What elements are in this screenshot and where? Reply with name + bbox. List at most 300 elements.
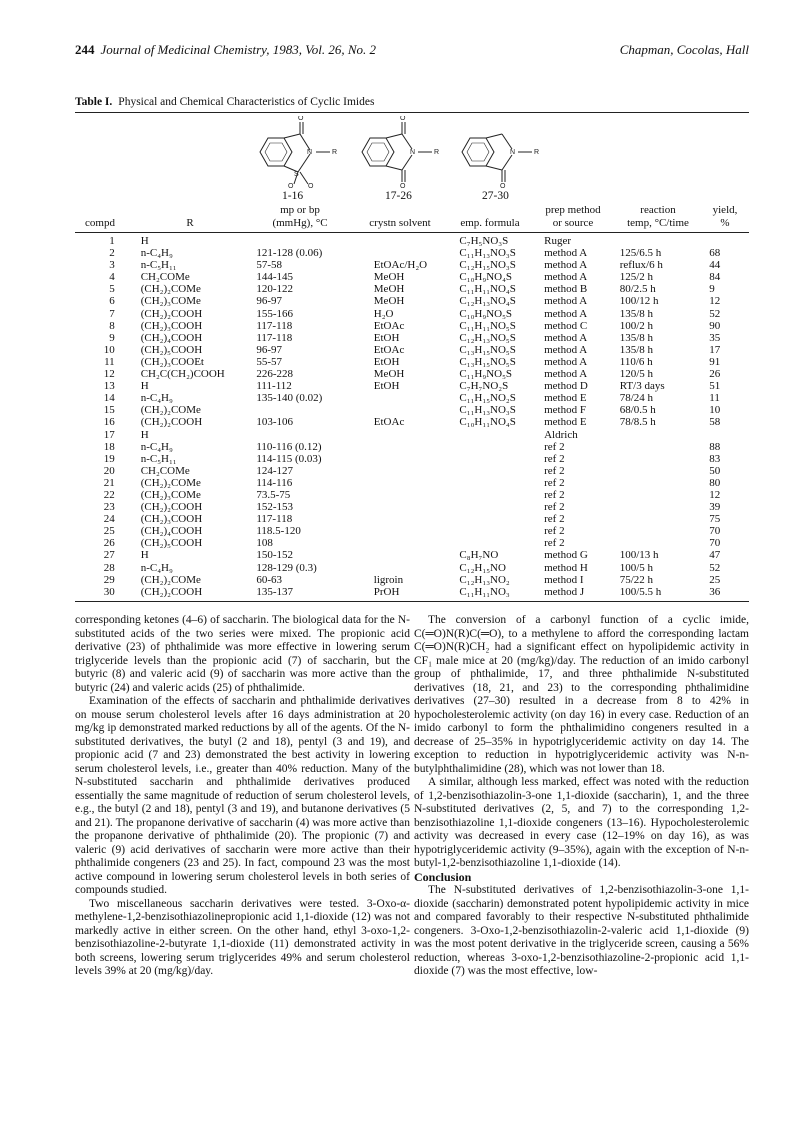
yield-cell: 80 [709, 476, 721, 489]
yield-cell: 58 [709, 416, 721, 429]
svg-text:R: R [434, 149, 440, 156]
compd-cell: 16 [103, 416, 115, 429]
solvent-cell: PrOH [373, 585, 400, 598]
solvent-cell: EtOAc [373, 416, 405, 429]
mp-cell: 110-116 (0.12) [256, 440, 322, 453]
method-cell: method A [544, 271, 588, 284]
method-cell: method A [544, 307, 588, 320]
yield-cell: 10 [709, 404, 721, 417]
compd-cell: 12 [103, 368, 115, 381]
compd-cell: 20 [103, 464, 115, 477]
paragraph: Two miscellaneous saccharin derivatives were tested. 3-Oxo-α-methylene-1,2-benzisothiazolinepropionic acid 1,1-dioxide (12) was not markedly active in either screen. On the other hand, ethyl 3-oxo-1,2-benzisothiazoline-2-butyrate 1,1-dioxide (11) demonstrated activity in both screens, lowering serum triglycerides 49% and serum cholesterol levels 39% at 20 (mg/kg)/day. [75, 897, 410, 977]
solvent-cell: EtOAc [373, 319, 405, 332]
yield-cell: 52 [709, 307, 721, 320]
formula-cell: C₁₁H₁₁NO₅S [459, 319, 516, 332]
temp-cell [620, 513, 710, 525]
formula-cell: C₁₀H₉NO₅S [459, 307, 513, 320]
substituent-cell: (CH₂)₂COOH [140, 416, 203, 429]
paragraph: The N-substituted derivatives of 1,2-benzisothiazolin-3-one 1,1-dioxide (saccharin) demonstrated potent hypolipidemic activity in mice and compared favorably to their respective N-substituted phthalimide congeners. 3-Oxo-1,2-benzisothiazolin-2-valeric acid 1,1-dioxide (9) was the most potent derivative in the triglyceride screen, causing a 56% reduction, whereas 3-oxo-1,2-benzisothiazoline-2-propionic acid 1,1-dioxide (7) was the most effective, low- [414, 884, 749, 977]
substituent-cell: (CH₂)₅COOH [140, 537, 203, 550]
compd-cell: 2 [109, 247, 115, 260]
method-cell: method A [544, 355, 588, 368]
journal-citation: Journal of Medicinal Chemistry, 1983, Vol. 26, No. 2 [100, 42, 377, 57]
yield-cell: 35 [709, 331, 721, 344]
method-cell: method H [544, 561, 588, 574]
table-row [75, 586, 749, 598]
substituent-cell: n-C₄H₉ [140, 561, 173, 574]
svg-text:N: N [307, 149, 313, 156]
svg-text:O: O [400, 116, 406, 122]
svg-text:O: O [298, 116, 304, 122]
phthalimidine-structure [462, 134, 539, 188]
substituent-cell: (CH₂)₂COMe [140, 404, 201, 417]
method-cell: Ruger [544, 235, 571, 247]
table-row [75, 562, 749, 574]
table-row [75, 320, 749, 332]
formula-cell [459, 441, 544, 453]
formula-cell: C₇H₅NO₃S [459, 235, 509, 247]
yield-cell: 84 [709, 271, 721, 284]
substituent-cell: n-C₄H₉ [140, 392, 173, 405]
mp-cell [256, 235, 373, 247]
formula-cell [459, 489, 544, 501]
yield-cell: 88 [709, 440, 721, 453]
substituent-cell: H [140, 549, 149, 562]
temp-cell: 135/8 h [619, 343, 654, 356]
table-row [75, 235, 749, 247]
paragraph: corresponding ketones (4–6) of saccharin. The biological data for the N-substituted acids of the two series were mixed. The propionic acid derivative (23) of phthalimide was more effective in lowering serum triglyceride levels than the propionic acid (7) of saccharin, but the butyric (8) and valeric acid (9) of saccharin was more active than the butyric (24) and valeric acids (25) of phthalimide. [75, 614, 410, 694]
substituent-cell: (CH₂)₂COOH [140, 307, 203, 320]
mp-cell: 124-127 [256, 464, 294, 477]
compd-cell: 14 [103, 392, 115, 405]
yield-cell: 9 [709, 283, 715, 296]
temp-cell [620, 429, 710, 441]
yield-cell: 25 [709, 573, 721, 586]
substituent-cell: (CH₂)₂COMe [140, 476, 201, 489]
temp-cell [620, 465, 710, 477]
method-cell: method A [544, 259, 588, 272]
method-cell: ref 2 [544, 525, 565, 538]
temp-cell: 125/2 h [619, 271, 654, 284]
compd-cell: 24 [103, 513, 115, 526]
formula-cell: C₈H₇NO [459, 549, 499, 562]
compd-cell: 18 [103, 440, 115, 453]
substituent-cell: CH₂COMe [140, 464, 190, 477]
method-cell: method A [544, 368, 588, 381]
temp-cell: 135/8 h [619, 331, 654, 344]
formula-cell [459, 465, 544, 477]
mp-cell: 73.5-75 [256, 488, 291, 501]
col-header-temp: reaction temp, °C/time [627, 204, 689, 229]
yield-cell: 47 [709, 549, 721, 562]
temp-cell: 110/6 h [619, 355, 653, 368]
table-row [75, 259, 749, 271]
author-names: Chapman, Cocolas, Hall [619, 42, 749, 57]
solvent-cell: EtOH [373, 380, 400, 393]
formula-cell: C₁₁H₁₃NO₃S [459, 247, 516, 260]
solvent-cell [374, 235, 460, 247]
temp-cell [620, 441, 710, 453]
yield-cell: 91 [709, 355, 721, 368]
temp-cell: RT/3 days [619, 380, 665, 393]
formula-cell [459, 537, 544, 549]
formula-cell: C₁₂H₁₅NO [459, 561, 506, 574]
mp-cell: 155-166 [256, 307, 294, 320]
formula-cell [459, 525, 544, 537]
compd-cell: 8 [109, 319, 115, 332]
substituent-cell: (CH₂)₂COOH [140, 585, 203, 598]
temp-cell [620, 537, 710, 549]
method-cell: method B [544, 283, 588, 296]
solvent-cell: MeOH [373, 368, 405, 381]
solvent-cell: EtOAc/H₂O [373, 259, 428, 272]
temp-cell [620, 489, 710, 501]
formula-cell: C₇H₇NO₂S [459, 380, 509, 393]
temp-cell: 75/22 h [619, 573, 654, 586]
table-row [75, 392, 749, 404]
yield-cell [709, 429, 749, 441]
table-bottom-rule [75, 601, 749, 602]
yield-cell: 50 [709, 464, 721, 477]
method-cell: method A [544, 331, 588, 344]
col-header-compd: compd [85, 217, 115, 229]
formula-cell: C₁₃H₁₅NO₅S [459, 355, 516, 368]
formula-cell: C₁₁H₁₁NO₄S [459, 283, 516, 296]
method-cell: method E [544, 416, 587, 429]
substituent-cell: (CH₂)₃COOH [140, 319, 203, 332]
solvent-cell [374, 489, 460, 501]
yield-cell: 52 [709, 561, 721, 574]
method-cell: method J [544, 585, 585, 598]
substituent-cell: (CH₂)₂COMe [140, 283, 201, 296]
yield-cell: 51 [709, 380, 721, 393]
temp-cell: 68/0.5 h [619, 404, 656, 417]
solvent-cell [374, 392, 460, 404]
substituent-cell: (CH₂)₂COOH [140, 501, 203, 514]
substituent-cell: (CH₂)₄COOH [140, 525, 203, 538]
table-row [75, 549, 749, 561]
temp-cell [620, 501, 710, 513]
col-header-mp: mp or bp (mmHg), °C [272, 204, 328, 229]
svg-text:O: O [288, 183, 294, 188]
solvent-cell: MeOH [373, 283, 405, 296]
solvent-cell [374, 429, 460, 441]
solvent-cell [374, 247, 460, 259]
compd-cell: 9 [109, 331, 115, 344]
mp-cell: 111-112 [256, 380, 292, 393]
substituent-cell: (CH₂)₅COOH [140, 343, 203, 356]
table-row [75, 283, 749, 295]
table-title: Physical and Chemical Characteristics of Cyclic Imides [118, 96, 375, 108]
mp-cell: 96-97 [256, 295, 283, 308]
substituent-cell: (CH₂)₄COOH [140, 331, 203, 344]
table-row [75, 453, 749, 465]
temp-cell: 100/12 h [619, 295, 659, 308]
method-cell: method D [544, 380, 588, 393]
temp-cell: 100/5.5 h [619, 585, 662, 598]
formula-cell: C₁₁H₁₅NO₂S [459, 392, 516, 405]
compd-cell: 30 [103, 585, 115, 598]
solvent-cell [374, 477, 460, 489]
section-heading: Conclusion [414, 869, 472, 884]
mp-cell: 117-118 [256, 319, 293, 332]
compd-cell: 23 [103, 501, 115, 514]
method-cell: ref 2 [544, 488, 565, 501]
col-header-r: R [186, 217, 194, 229]
formula-cell: C₁₁H₁₁NO₃ [459, 585, 510, 598]
temp-cell: 100/5 h [619, 561, 654, 574]
mp-cell: 128-129 (0.3) [256, 561, 317, 574]
table-row [75, 380, 749, 392]
yield-cell: 68 [709, 247, 721, 260]
left-text-column [75, 614, 410, 979]
mp-cell: 118.5-120 [256, 525, 301, 538]
yield-cell: 39 [709, 501, 721, 514]
method-cell: ref 2 [544, 452, 565, 465]
compd-cell: 17 [103, 428, 115, 441]
solvent-cell [374, 465, 460, 477]
table-row [75, 574, 749, 586]
yield-cell [709, 235, 749, 247]
table-row [75, 537, 749, 549]
formula-cell: C₁₀H₉NO₄S [459, 271, 513, 284]
mp-cell: 96-97 [256, 343, 283, 356]
formula-cell: C₁₂H₁₅NO₃S [459, 259, 516, 272]
solvent-cell [374, 537, 460, 549]
compd-cell: 27 [103, 549, 115, 562]
yield-cell: 17 [709, 343, 721, 356]
solvent-cell [374, 549, 460, 561]
table-row [75, 368, 749, 380]
table-body [75, 235, 749, 598]
substituent-cell: H [140, 235, 149, 247]
formula-cell [459, 453, 544, 465]
temp-cell [620, 525, 710, 537]
solvent-cell [374, 453, 460, 465]
compd-cell: 28 [103, 561, 115, 574]
table-caption [75, 96, 374, 108]
svg-text:R: R [534, 149, 540, 156]
right-text-column [414, 614, 749, 979]
mp-cell: 226-228 [256, 368, 294, 381]
substituent-cell: n-C₄H₉ [140, 440, 173, 453]
temp-cell: 78/8.5 h [619, 416, 656, 429]
method-cell: ref 2 [544, 537, 565, 550]
table-row [75, 295, 749, 307]
col-header-yield: yield, % [712, 204, 738, 229]
compd-cell: 13 [103, 380, 115, 393]
mp-cell: 114-115 (0.03) [256, 452, 322, 465]
substituent-cell: H [140, 428, 149, 441]
table-row [75, 416, 749, 428]
paragraph: Examination of the effects of saccharin and phthalimide derivatives on mouse serum cholesterol levels after 16 days administration at 20 mg/kg ip demonstrated marked reductions by all of the agents. Of the N-substituted derivatives, the butyl (2 and 18), pentyl (3 and 19), and propionic acid (7 and 23) demonstrated the best activity in lowering serum cholesterol levels, i.e., greater than 40% reduction. Many of the N-substituted saccharin and phthalimide derivatives produced essentially the same magnitude of reduction of serum cholesterol levels, e.g., the butyl (2 and 18), pentyl (3 and 19), and butanone derivatives (5 and 21). The propanone derivative of saccharin (4) was more active than the propanone derivative of phthalimide (20). The propionic (7) and valeric (9) acid derivatives of saccharin were more active than their phthalimide congeners (23 and 25). In fact, compound 23 was the most active compound in lowering serum cholesterol levels in both series of compounds studied. [75, 695, 410, 896]
mp-cell: 135-140 (0.02) [256, 392, 323, 405]
yield-cell: 11 [709, 392, 720, 405]
svg-text:R: R [332, 149, 338, 156]
temp-cell: 100/13 h [619, 549, 659, 562]
table-row [75, 271, 749, 283]
mp-cell: 55-57 [256, 355, 283, 368]
formula-cell [459, 501, 544, 513]
substituent-cell: n-C₅H₁₁ [140, 452, 177, 465]
yield-cell: 70 [709, 525, 721, 538]
formula-cell: C₁₂H₁₃NO₂ [459, 573, 510, 586]
structure-label-1: 1-16 [282, 190, 304, 202]
table-row [75, 429, 749, 441]
paragraph: The conversion of a carbonyl function of a cyclic imide, C(═O)N(R)C(═O), to a methylene to afford the corresponding lactam C(═O)N(R)CH₂ had a significant effect on hypolipidemic activity in CF₁ male mice at 20 (mg/kg)/day. The reduction of an imido carbonyl group of phthalimide, 17, and three phthalimide N-substituted derivatives (18, 21, and 23) to the corresponding phthalimidine derivatives (27–30) resulted in a decrease from 8 to 42% in hypocholesterolemic activity (on day 16) in every case. Reduction of an imido carbonyl to form the phthalimidino congeners resulted in a decrease of 25–35% in hypotriglyceridemic activity on day 14. The exception to reduction in hypotriglyceridemic activity was N-n-butylphthalimidine (28), which was not lower than 18. [414, 614, 749, 775]
temp-cell [620, 453, 710, 465]
method-cell: method E [544, 392, 587, 405]
yield-cell: 70 [709, 537, 721, 550]
method-cell: method A [544, 343, 588, 356]
method-cell: ref 2 [544, 440, 565, 453]
solvent-cell: MeOH [373, 271, 405, 284]
method-cell: ref 2 [544, 501, 565, 514]
solvent-cell: EtOH [373, 331, 400, 344]
svg-text:O: O [500, 183, 506, 188]
structure-label-3: 27-30 [482, 190, 509, 202]
substituent-cell: (CH₂)₃COOH [140, 513, 203, 526]
mp-cell: 114-116 [256, 476, 293, 489]
formula-cell: C₁₂H₁₃NO₅S [459, 331, 516, 344]
temp-cell: 135/8 h [619, 307, 654, 320]
table-row [75, 525, 749, 537]
temp-cell: 125/6.5 h [619, 247, 662, 260]
mp-cell: 152-153 [256, 501, 294, 514]
compd-cell: 11 [104, 355, 115, 368]
svg-text:N: N [510, 149, 516, 156]
compd-cell: 26 [103, 537, 115, 550]
substituent-cell: (CH₂)₃COOEt [140, 355, 204, 368]
table-row [75, 441, 749, 453]
solvent-cell: EtOAc [373, 343, 405, 356]
saccharin-structure [260, 116, 337, 188]
table-row [75, 465, 749, 477]
formula-cell: C₁₂H₁₃NO₄S [459, 295, 516, 308]
yield-cell: 83 [709, 452, 721, 465]
svg-text:O: O [308, 183, 314, 188]
running-header [75, 42, 749, 60]
table-row [75, 477, 749, 489]
svg-text:O: O [400, 183, 406, 188]
solvent-cell [374, 441, 460, 453]
mp-cell: 135-137 [256, 585, 294, 598]
yield-cell: 26 [709, 368, 721, 381]
compd-cell: 7 [109, 307, 115, 320]
solvent-cell: MeOH [373, 295, 405, 308]
temp-cell: reflux/6 h [619, 259, 663, 272]
table-row [75, 501, 749, 513]
formula-cell [459, 477, 544, 489]
method-cell: method A [544, 247, 588, 260]
method-cell: method I [544, 573, 584, 586]
mp-cell: 117-118 [256, 513, 293, 526]
solvent-cell [374, 404, 460, 416]
yield-cell: 44 [709, 259, 721, 272]
compd-cell: 22 [103, 488, 115, 501]
table-label: Table I. [75, 96, 113, 108]
table-row [75, 489, 749, 501]
yield-cell: 12 [709, 488, 721, 501]
solvent-cell: ligroin [373, 573, 404, 586]
compd-cell: 19 [103, 452, 115, 465]
phthalimide-structure [362, 116, 439, 188]
temp-cell: 80/2.5 h [619, 283, 656, 296]
method-cell: Aldrich [544, 428, 578, 441]
mp-cell: 144-145 [256, 271, 294, 284]
substituent-cell: (CH₂)₃COMe [140, 295, 201, 308]
mp-cell: 60-63 [256, 573, 283, 586]
solvent-cell: EtOH [373, 355, 400, 368]
formula-cell [459, 429, 544, 441]
svg-text:N: N [410, 149, 416, 156]
formula-cell: C₁₁H₁₃NO₃S [459, 404, 516, 417]
compd-cell: 29 [103, 573, 115, 586]
chemical-structures [250, 116, 550, 188]
temp-cell: 100/2 h [619, 319, 654, 332]
table-row [75, 247, 749, 259]
table-row [75, 332, 749, 344]
paragraph: A similar, although less marked, effect was noted with the reduction of 1,2-benzisothiazolin-3-one 1,1-dioxide (saccharin), 1, and the three N-substituted derivatives (2, 5, and 7) to the corresponding 1,2-benzisothiazoline 1,1-dioxide congeners (13–16). Hypocholesterolemic activity was decreased in every case (12–19% on day 16), as was hypotriglyceridemic activity (9–35%), again with the exception of N-n-butyl-1,2-benzisothiazoline 1,1-dioxide (14). [414, 776, 749, 869]
temp-cell: 78/24 h [619, 392, 654, 405]
formula-cell: C₁₃H₁₅NO₅S [459, 343, 516, 356]
table-row [75, 356, 749, 368]
solvent-cell [374, 525, 460, 537]
table-row [75, 344, 749, 356]
compd-cell: 3 [109, 259, 115, 272]
substituent-cell: (CH₂)₂COMe [140, 573, 201, 586]
table-row [75, 513, 749, 525]
col-header-solvent: crystn solvent [369, 217, 431, 229]
mp-cell: 121-128 (0.06) [256, 247, 323, 260]
mp-cell: 57-58 [256, 259, 283, 272]
compd-cell: 21 [103, 476, 115, 489]
substituent-cell: CH₂C(CH₂)COOH [140, 368, 225, 381]
mp-cell: 117-118 [256, 331, 293, 344]
substituent-cell: n-C₄H₉ [140, 247, 173, 260]
mp-cell: 150-152 [256, 549, 294, 562]
method-cell: method C [544, 319, 588, 332]
compd-cell: 25 [103, 525, 115, 538]
table-row [75, 308, 749, 320]
formula-cell: C₁₀H₁₁NO₄S [459, 416, 516, 429]
substituent-cell: CH₂COMe [140, 271, 190, 284]
compd-cell: 15 [103, 404, 115, 417]
table-row [75, 404, 749, 416]
col-header-method: prep method or source [545, 204, 601, 229]
svg-text:S: S [294, 171, 299, 178]
mp-cell: 120-122 [256, 283, 294, 296]
method-cell: method F [544, 404, 586, 417]
compd-cell: 10 [103, 343, 115, 356]
page-number: 244 [75, 42, 95, 57]
formula-cell [459, 513, 544, 525]
temp-cell [620, 235, 710, 247]
method-cell: ref 2 [544, 476, 565, 489]
compd-cell: 5 [109, 283, 115, 296]
col-header-formula: emp. formula [460, 217, 520, 229]
yield-cell: 90 [709, 319, 721, 332]
substituent-cell: n-C₅H₁₁ [140, 259, 177, 272]
table-top-rule [75, 112, 749, 113]
table-header-rule [75, 232, 749, 233]
temp-cell: 120/5 h [619, 368, 654, 381]
yield-cell: 12 [709, 295, 721, 308]
yield-cell: 36 [709, 585, 721, 598]
method-cell: method G [544, 549, 588, 562]
mp-cell: 108 [256, 537, 273, 550]
method-cell: method A [544, 295, 588, 308]
